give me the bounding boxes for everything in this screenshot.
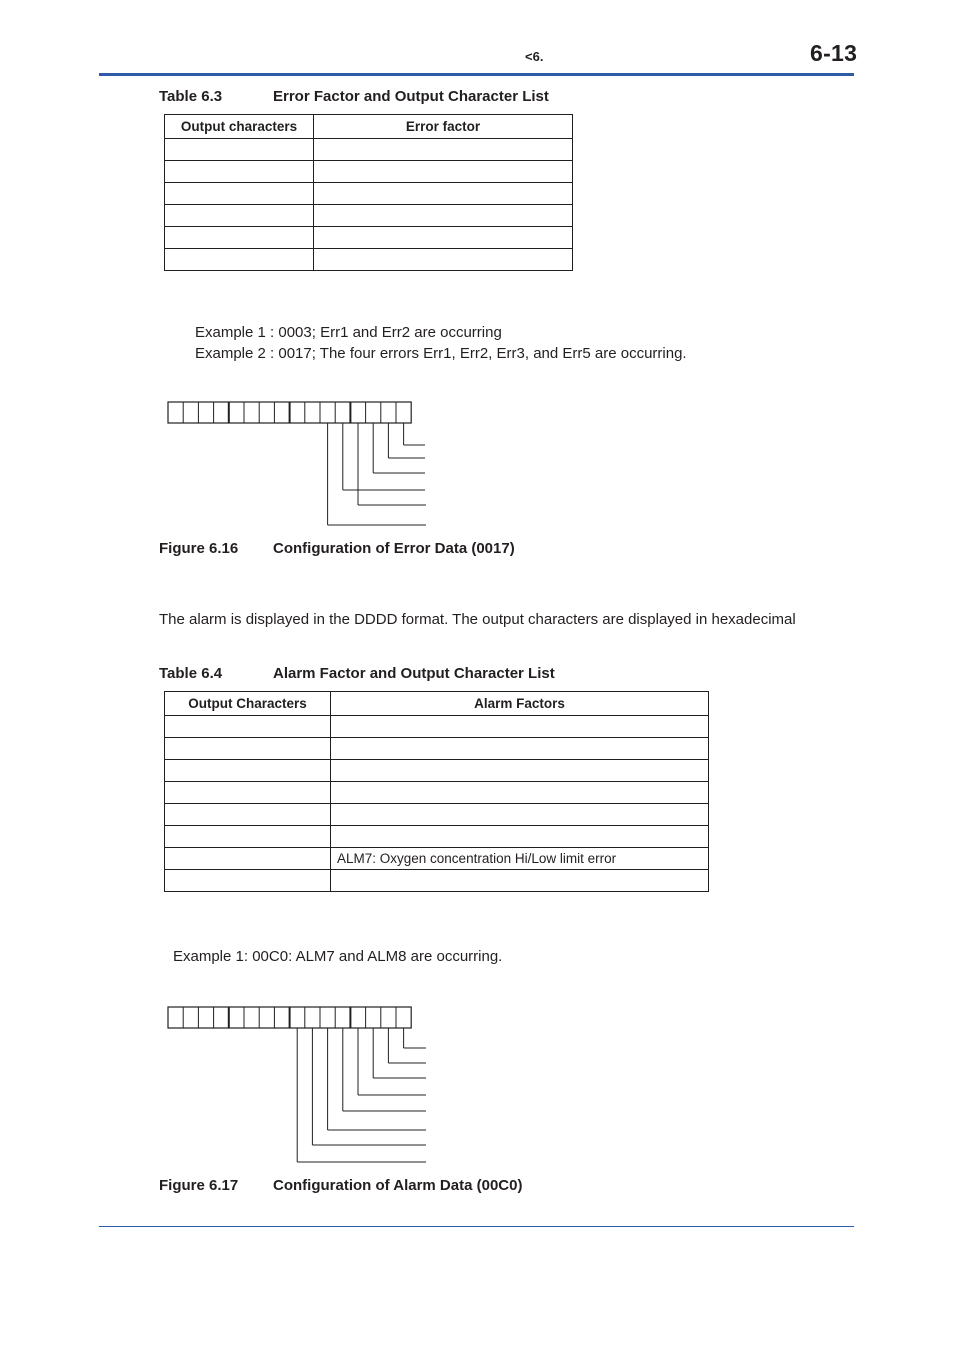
figure-6-16-title: Configuration of Error Data (0017) [273,540,515,557]
page-number: 6-13 [810,40,858,66]
table-6-3-caption [159,88,549,105]
table-cell [165,716,331,738]
error-data-bit-diagram [160,395,440,535]
table-row [165,782,709,804]
error-factor-table [164,114,573,271]
alarm-data-bit-diagram [160,1000,440,1170]
table-row [165,139,573,161]
table-cell [165,826,331,848]
figure-6-17-number: Figure 6.17 [159,1177,239,1194]
table-cell [314,161,573,183]
figure-6-16-number: Figure 6.16 [159,540,239,557]
figure-6-16-caption [159,540,515,557]
table-row [165,205,573,227]
column-header: Output characters [165,115,314,139]
table-row [165,161,573,183]
table-cell [314,139,573,161]
table-cell [165,205,314,227]
table-cell [331,716,709,738]
section-indicator: <6. [525,49,544,64]
footer-rule [99,1226,854,1227]
table-cell [165,227,314,249]
column-header: Output Characters [165,692,331,716]
error-example-1: Example 1 : 0003; Err1 and Err2 are occurring [195,324,502,341]
alarm-example-1: Example 1: 00C0: ALM7 and ALM8 are occurring. [173,948,503,965]
table-cell [165,804,331,826]
table-cell [165,139,314,161]
figure-6-17-caption [159,1177,522,1194]
table-6-3-number: Table 6.3 [159,88,223,105]
table-cell [331,782,709,804]
table-row [165,183,573,205]
alarm-format-paragraph: The alarm is displayed in the DDDD format. The output characters are displayed in hexadecimal [159,611,796,628]
error-example-2: Example 2 : 0017; The four errors Err1, Err2, Err3, and Err5 are occurring. [195,345,687,362]
table-cell [165,249,314,271]
table-row [165,826,709,848]
table-header-row [165,115,573,139]
table-cell [331,760,709,782]
table-cell [165,760,331,782]
table-header-row [165,692,709,716]
header-rule [99,73,854,76]
table-row [165,738,709,760]
table-cell [165,183,314,205]
table-row [165,804,709,826]
table-row [165,760,709,782]
table-cell [314,205,573,227]
table-row [165,249,573,271]
table-row [165,716,709,738]
column-header: Alarm Factors [331,692,709,716]
table-cell [165,738,331,760]
table-6-4-caption [159,665,555,682]
table-row [165,848,709,870]
table-row [165,227,573,249]
table-6-3-title: Error Factor and Output Character List [273,88,549,105]
alarm-factor-table [164,691,709,892]
table-cell [165,848,331,870]
table-cell [331,870,709,892]
table-6-4-title: Alarm Factor and Output Character List [273,665,555,682]
table-cell [331,826,709,848]
table-cell: ALM7: Oxygen concentration Hi/Low limit error [331,848,709,870]
figure-6-17-title: Configuration of Alarm Data (00C0) [273,1177,523,1194]
column-header: Error factor [314,115,573,139]
table-6-4-number: Table 6.4 [159,665,223,682]
table-cell [331,738,709,760]
table-cell [165,870,331,892]
table-cell [331,804,709,826]
table-cell [165,161,314,183]
table-cell [314,183,573,205]
table-cell [314,227,573,249]
table-row [165,870,709,892]
table-cell [165,782,331,804]
table-cell [314,249,573,271]
